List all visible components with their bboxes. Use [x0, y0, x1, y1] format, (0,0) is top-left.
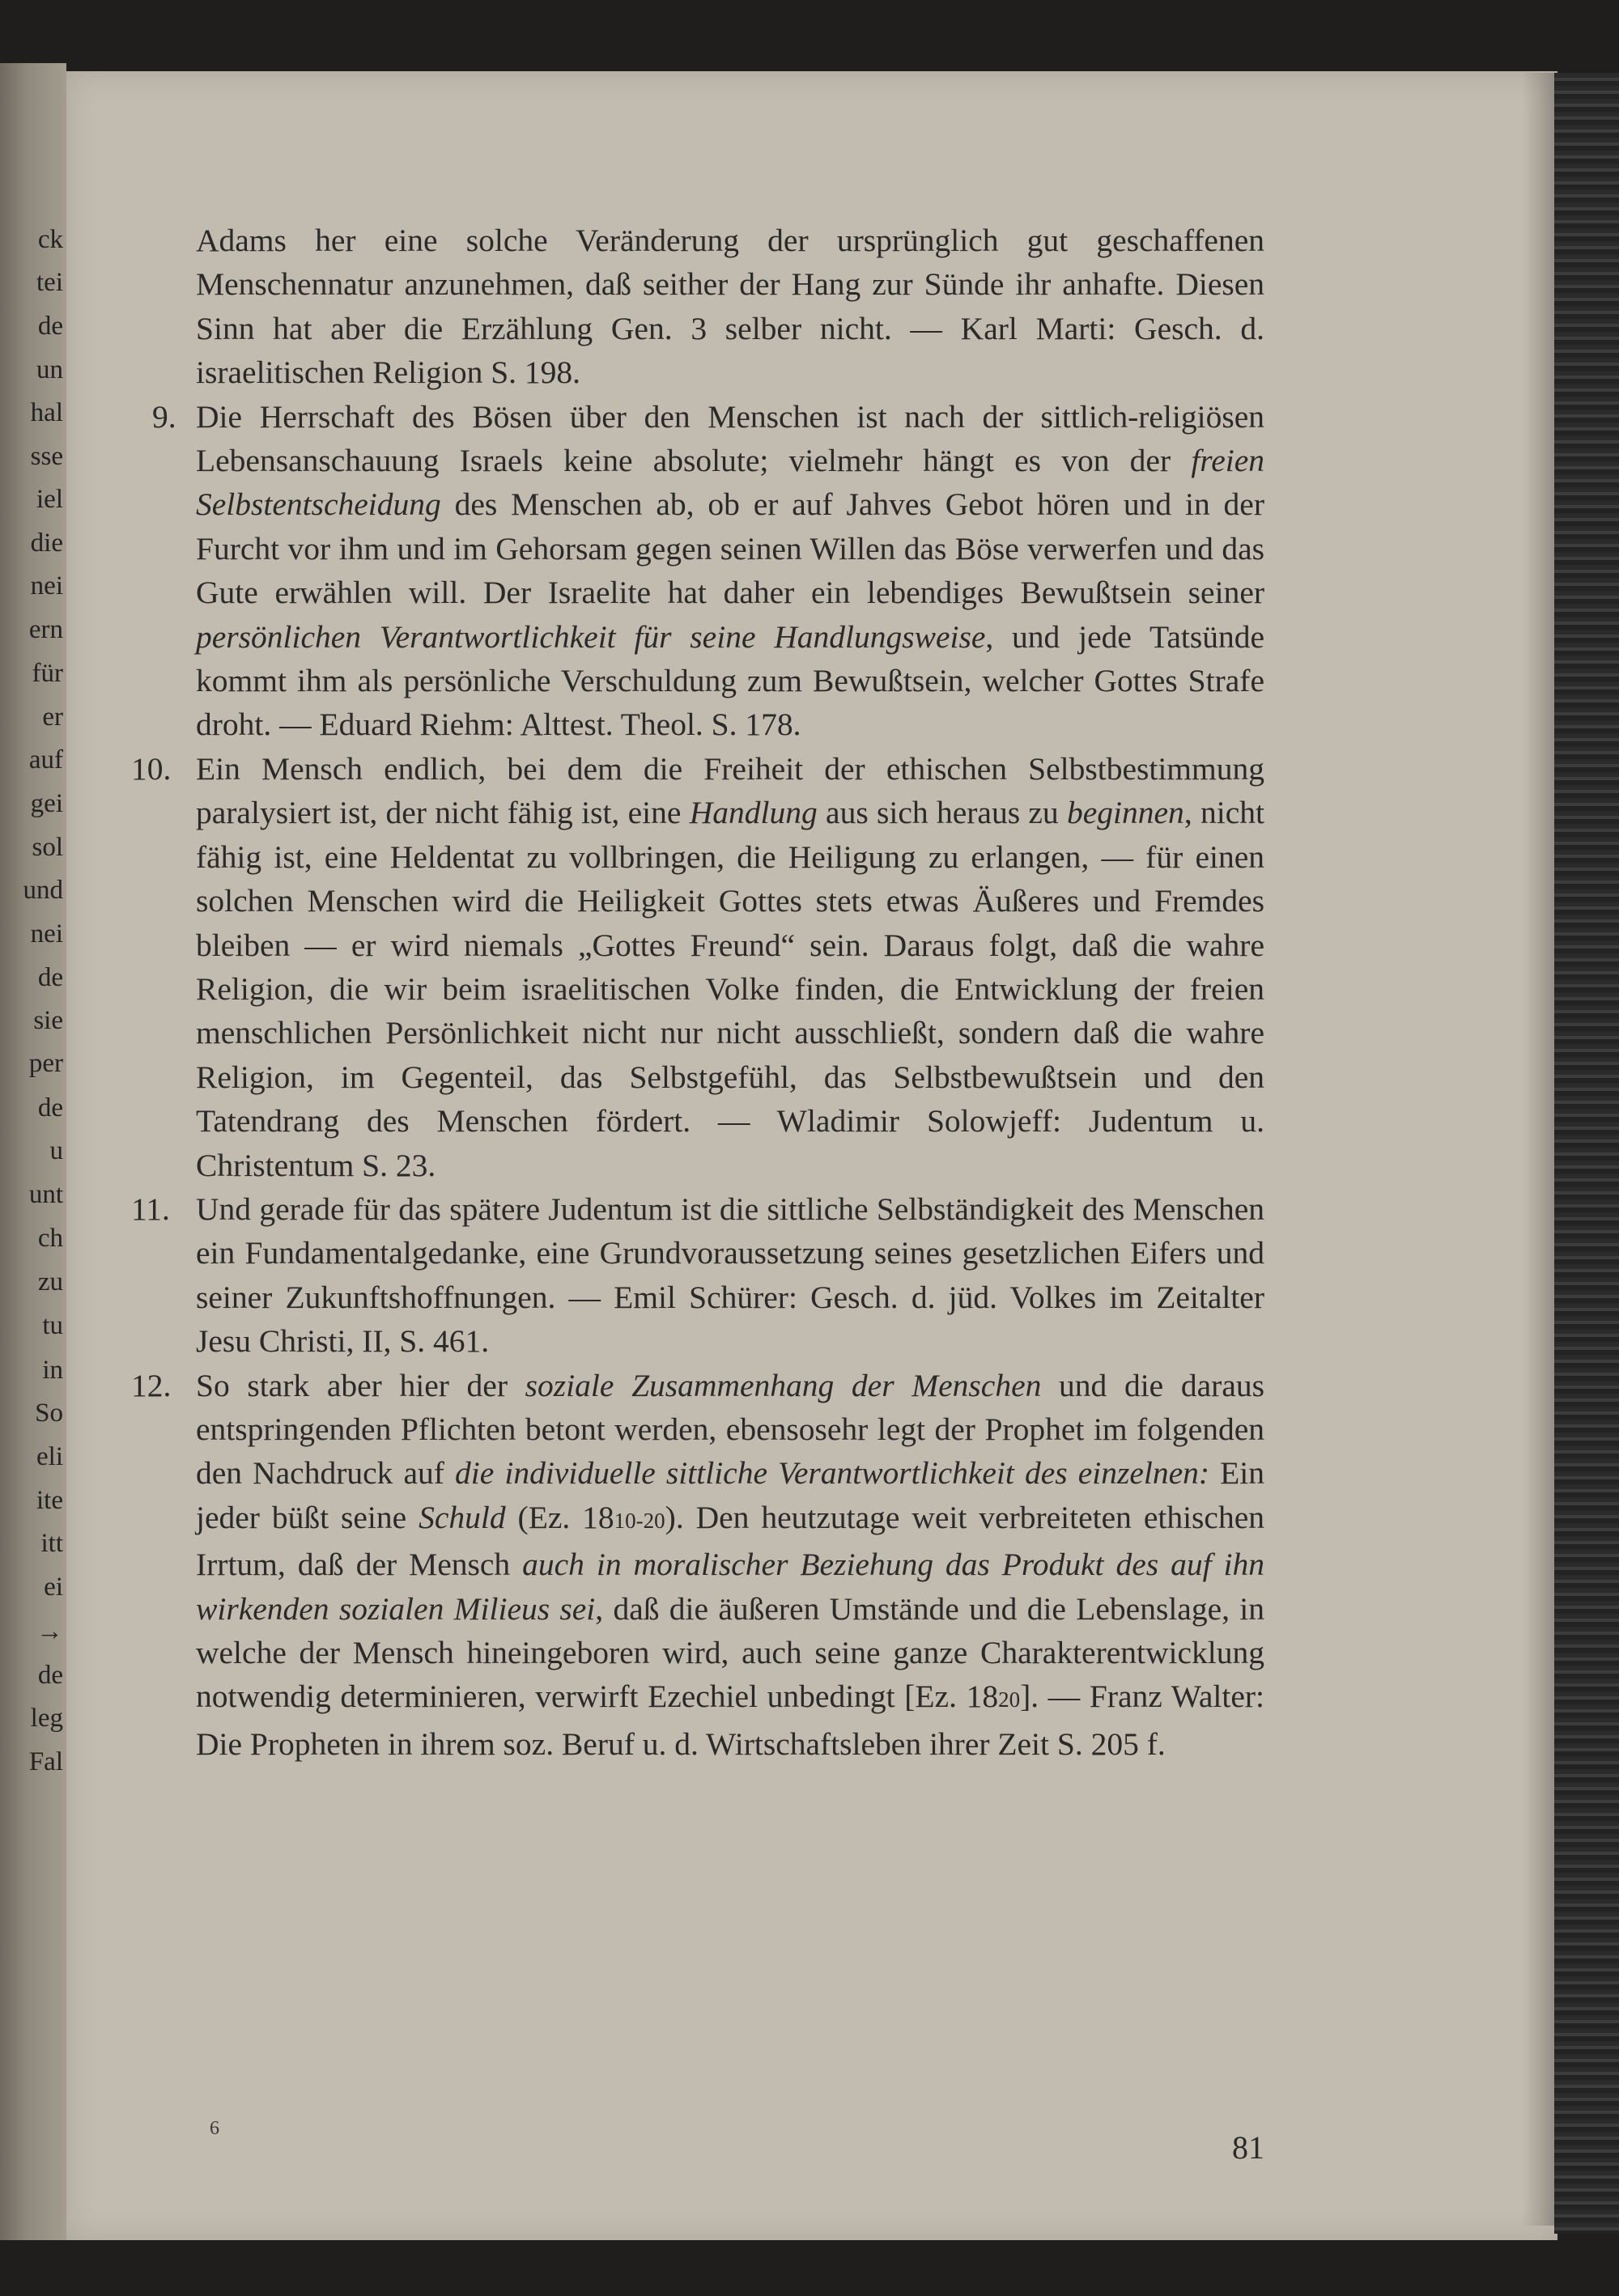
previous-page-fragment: iel — [36, 485, 63, 514]
previous-page-fragment: Fal — [28, 1747, 63, 1776]
footnote — [131, 395, 1264, 747]
emphasized-text: freien Selbstentscheidung — [196, 443, 1264, 523]
emphasized-text: soziale Zusammenhang der Menschen — [525, 1367, 1042, 1403]
previous-page-fragment: für — [32, 659, 63, 688]
footnote-text: (Ez. 18 — [505, 1499, 614, 1535]
footnote-text: und die daraus entspringenden Pflichten betont werden, ebensosehr legt der Prophet im folgenden den Nachdruck auf — [196, 1367, 1264, 1492]
previous-page-fragment: sse — [30, 442, 63, 471]
footnote-number: 12. — [131, 1367, 172, 1403]
previous-page-fragment: ite — [36, 1486, 63, 1515]
emphasized-text: Schuld — [419, 1499, 506, 1535]
footnote-text: ]. — Franz Walter: Die Propheten in ihrem soz. Beruf u. d. Wirtschaftsleben ihrer Zeit S. 205 f. — [196, 1678, 1264, 1762]
previous-page-fragment: per — [28, 1049, 63, 1078]
previous-page-fragment: unt — [28, 1180, 63, 1209]
previous-page-fragment: sol — [32, 833, 63, 862]
footnote-number: 11. — [131, 1190, 170, 1227]
footnote-text: Ein Mensch endlich, bei dem die Freiheit der ethischen Selbstbestimmung paralysiert ist, der nicht fähig ist, eine — [196, 750, 1264, 831]
previous-page-fragment: de — [37, 1093, 63, 1123]
previous-page-fragment: leg — [30, 1704, 63, 1733]
footnote-text: Und gerade für das spätere Judentum ist die sittliche Selbständigkeit des Menschen ein Fundamentalgedanke, eine Grundvoraussetzung seines gesetzlichen Eifers und seiner Zukunftshoffnungen. — Emil Schürer: Gesch. d. jüd. Volkes im Zeitalter Jesu Christi, II, S. 461. — [196, 1190, 1264, 1360]
footnote-text: des Menschen ab, ob er auf Jahves Gebot hören und in der Furcht vor ihm und im Gehorsam gegen seinen Willen das Böse verwerfen und das Gute erwählen will. Der Israelite hat daher ein lebendiges Bewußtsein seiner — [196, 486, 1264, 611]
previous-page-fragment: gei — [30, 789, 63, 818]
previous-page-fragment: und — [23, 876, 63, 905]
previous-page-fragment: u — [49, 1136, 63, 1165]
previous-page-fragment: ch — [37, 1224, 63, 1253]
footnote-text: , daß die äußeren Umstände und die Lebenslage, in welche der Mensch hineingeboren wird, auch seine ganze Charakterentwicklung notwendig determinieren, verwirft Ezechiel unbedingt [Ez. 18 — [196, 1590, 1265, 1715]
previous-page-fragment: in — [42, 1356, 63, 1385]
book-page — [66, 71, 1557, 2240]
previous-page-fragment: hal — [30, 398, 63, 427]
footnote — [131, 747, 1264, 1187]
emphasized-text: die individuelle sittliche Verantwortlichkeit des einzelnen: — [455, 1455, 1210, 1492]
previous-page-fragment: tei — [36, 268, 63, 297]
emphasized-text: persönlichen Verantwortlichkeit für seine Handlungsweise — [196, 618, 986, 655]
previous-page-fragment: itt — [40, 1529, 63, 1558]
previous-page-fragment: zu — [37, 1267, 63, 1297]
previous-page-fragment: nei — [30, 571, 63, 601]
previous-page-fragment: eli — [36, 1442, 63, 1471]
previous-page-fragment: de — [37, 963, 63, 992]
footnote-text: Die Herrschaft des Bösen über den Menschen ist nach der sittlich-religiösen Lebensanschauung Israels keine absolute; vielmehr hängt es von der — [196, 398, 1264, 479]
previous-page-fragment: So — [35, 1398, 63, 1428]
previous-page-fragment: un — [36, 355, 63, 384]
footnote-number: 10. — [131, 750, 172, 787]
previous-page-fragment: de — [37, 1661, 63, 1690]
previous-page-fragment: ern — [28, 615, 63, 644]
footnote — [131, 219, 1264, 395]
footnote-number: 9. — [152, 398, 176, 435]
emphasized-text: beginnen — [1067, 795, 1184, 831]
verse-reference: 10-20 — [614, 1508, 665, 1533]
previous-page-fragment: de — [37, 312, 63, 341]
footnote-text: Adams her eine solche Veränderung der ursprünglich gut geschaffenen Menschennatur anzunehmen, daß seither der Hang zur Sünde ihr anhafte. Diesen Sinn hat aber die Erzählung Gen. 3 selber nicht. — Karl Marti: Gesch. d. israelitischen Religion S. 198. — [196, 223, 1264, 391]
footnote-text: ). Den heutzutage weit verbreiteten ethischen Irrtum, daß der Mensch — [196, 1499, 1264, 1583]
previous-page-fragment: er — [42, 702, 63, 732]
footnote — [131, 1364, 1264, 1767]
previous-page-fragment: sie — [33, 1006, 63, 1035]
footnote-text: aus sich heraus zu — [817, 795, 1068, 831]
previous-page-fragment: auf — [28, 745, 63, 775]
previous-page-fragment: tu — [42, 1311, 63, 1340]
previous-page-fragment: ei — [44, 1572, 63, 1602]
previous-page-fragment: ck — [37, 225, 63, 254]
footnote — [131, 1187, 1264, 1364]
footnote-text: Ein jeder büßt seine — [196, 1455, 1264, 1535]
previous-page-fragment: → — [36, 1617, 63, 1646]
footnote-text: , und jede Tatsünde kommt ihm als persönliche Verschuldung zum Bewußtsein, welcher Gottes Strafe droht. — Eduard Riehm: Alttest. Theol. S. 178. — [196, 618, 1264, 743]
page-number: 81 — [1232, 2129, 1264, 2166]
emphasized-text: Handlung — [689, 795, 818, 831]
previous-page-fragment: die — [30, 528, 63, 558]
previous-page-fragment: nei — [30, 919, 63, 949]
emphasized-text: auch in moralischer Beziehung das Produkt des auf ihn wirkenden sozialen Milieus sei — [196, 1547, 1264, 1627]
verse-reference: 20 — [998, 1687, 1021, 1712]
printer-signature-mark: 6 — [210, 2118, 219, 2139]
footnote-text: , nicht fähig ist, eine Heldentat zu vollbringen, die Heiligung zu erlangen, — für einen solchen Menschen wird die Heiligkeit Gottes stets etwas Äußeres und Fremdes bleiben — er wird niemals „Gottes Freund“ sein. Daraus folgt, daß die wahre Religion, die wir beim israelitischen Volke finden, die Entwicklung der freien menschlichen Persönlichkeit nicht nur nicht ausschließt, sondern daß die wahre Religion, im Gegenteil, das Selbstgefühl, das Selbstbewußtsein und den Tatendrang des Menschen fördert. — Wladimir Solowjeff: Judentum u. Christentum S. 23. — [196, 795, 1264, 1183]
footnote-text: So stark aber hier der — [196, 1367, 525, 1403]
book-cover-edge — [1554, 73, 1619, 2234]
footnotes-block — [131, 219, 1264, 1766]
previous-page-edge — [0, 63, 66, 2240]
